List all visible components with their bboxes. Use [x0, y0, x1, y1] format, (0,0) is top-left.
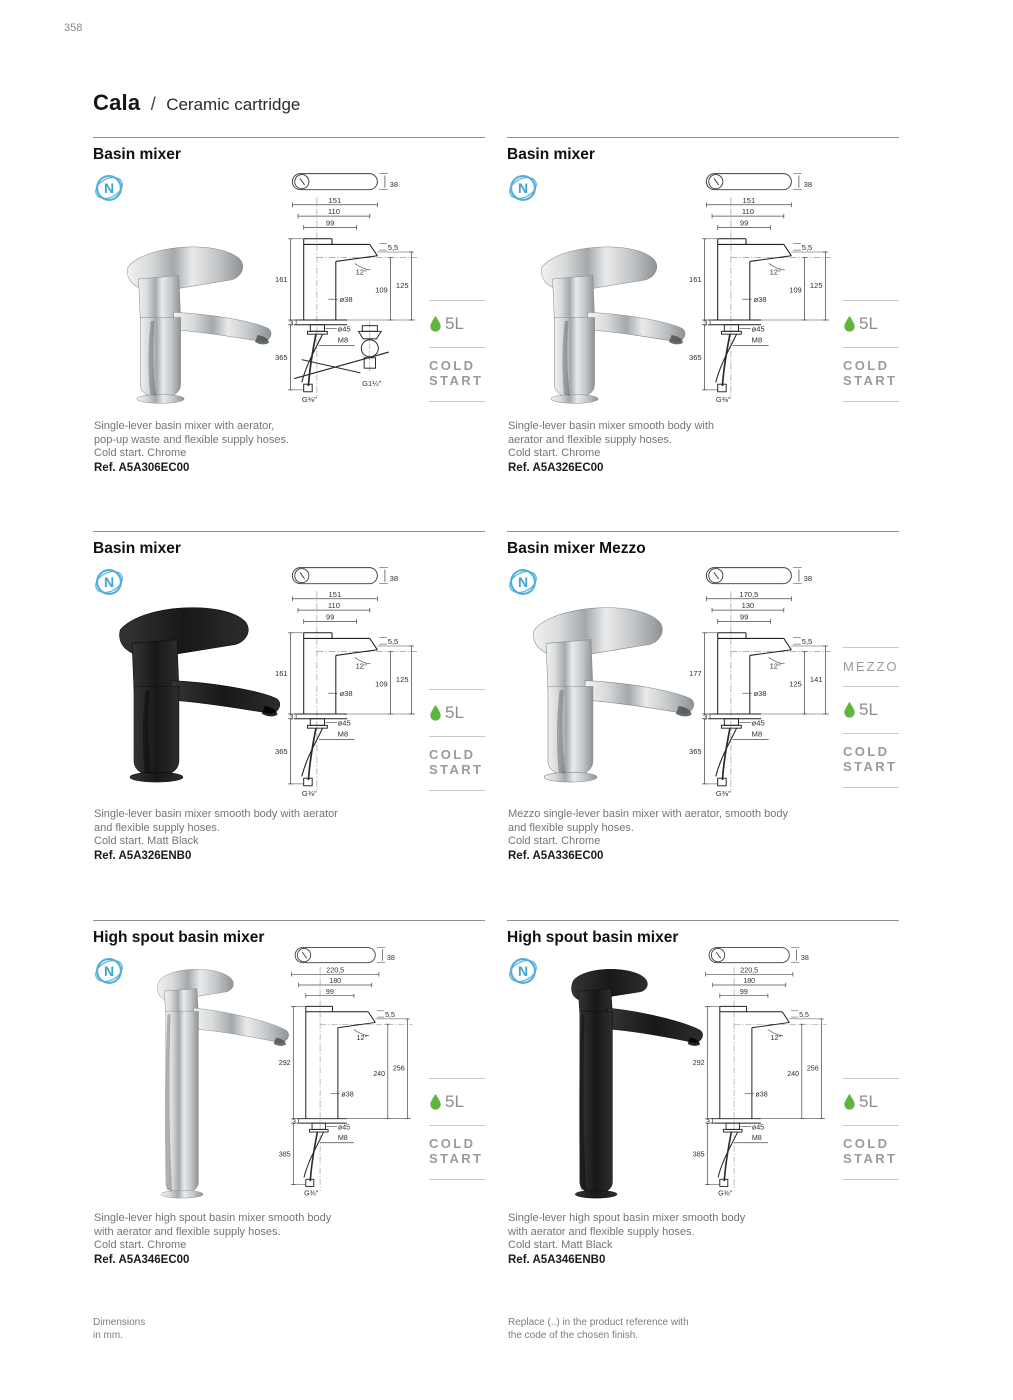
dim-label: G1¼″ [362, 379, 382, 389]
product-cell [93, 531, 485, 920]
technical-drawing-svg [659, 944, 851, 1198]
footer-finish-note: Replace (..) in the product reference with the code of the chosen finish. [508, 1317, 689, 1341]
divider [843, 733, 899, 734]
dim-label: 125 [809, 280, 823, 290]
dim-label: 12° [769, 267, 782, 277]
technical-drawing-svg [245, 167, 437, 405]
description-line: Cold start. Matt Black [508, 1239, 613, 1251]
technical-drawing [659, 944, 851, 1198]
new-badge-letter: N [517, 963, 529, 979]
flow-label: 5L [445, 314, 464, 333]
product-cell [507, 920, 899, 1318]
dim-label: M8 [751, 1134, 762, 1143]
product-cell [507, 137, 899, 531]
description-line: Mezzo single-lever basin mixer with aerator, smooth body [508, 808, 789, 820]
dim-label: 38 [800, 954, 809, 963]
dim-label: 240 [373, 1069, 386, 1078]
description-line: Single-lever high spout basin mixer smooth body [508, 1212, 746, 1224]
dim-label: ø45 [337, 1123, 351, 1132]
product-description [508, 1212, 745, 1267]
flow-label: 5L [859, 314, 878, 333]
dim-label: 5,5 [799, 1011, 810, 1020]
water-droplet-icon [429, 705, 442, 721]
dim-label: ø38 [339, 689, 353, 699]
series-subtitle: Ceramic cartridge [166, 95, 301, 114]
dim-label: 256 [806, 1064, 819, 1073]
dim-label: 12° [355, 661, 368, 671]
dim-label: 5,5 [387, 243, 399, 253]
product-description [94, 808, 338, 863]
page-footer [93, 1316, 899, 1342]
dim-label: 5,5 [801, 243, 813, 253]
technical-drawing-svg [659, 561, 851, 799]
technical-drawing [245, 944, 437, 1198]
dim-label: M8 [337, 729, 349, 739]
dim-label: 99 [325, 987, 334, 996]
description-line: Cold start. Chrome [94, 447, 187, 459]
dim-label: 99 [739, 612, 749, 622]
product-reference: Ref. A5A346ENB0 [508, 1253, 606, 1266]
dim-label: G⅜″ [715, 395, 731, 405]
description-line: Cold start. Matt Black [94, 835, 199, 847]
dim-label: 99 [739, 987, 748, 996]
divider [429, 347, 485, 348]
divider [843, 1078, 899, 1079]
dim-label: 180 [743, 977, 756, 986]
technical-drawing-svg [245, 561, 437, 799]
description-line: Cold start. Chrome [508, 835, 601, 847]
dim-label: 125 [395, 674, 409, 684]
description-line: Cold start. Chrome [94, 1239, 187, 1251]
info-column [429, 300, 485, 402]
dim-label: 99 [325, 218, 335, 228]
description-line: Single-lever basin mixer with aerator, [94, 420, 275, 432]
product-description [508, 808, 788, 863]
series-name: Cala [93, 90, 141, 115]
divider [429, 790, 485, 791]
product-title: Basin mixer [93, 146, 181, 163]
description-line: with aerator and flexible supply hoses. [508, 1225, 695, 1238]
dim-label: 109 [375, 679, 388, 689]
dim-label: 12° [770, 1034, 782, 1043]
flow-label: 5L [445, 1092, 464, 1111]
dim-label: 151 [328, 195, 342, 205]
dim-label: 12° [356, 1034, 368, 1043]
divider [429, 401, 485, 402]
water-droplet-icon [429, 1094, 442, 1110]
divider [843, 401, 899, 402]
flow-label: 5L [445, 703, 464, 722]
cold-start-label: COLD START [843, 744, 898, 775]
water-droplet-icon [843, 316, 856, 332]
divider [429, 736, 485, 737]
dim-label: 38 [386, 954, 395, 963]
product-reference: Ref. A5A336EC00 [508, 849, 604, 862]
flow-rate [843, 314, 878, 334]
dim-label: G⅜″ [718, 1189, 733, 1198]
cell-top-rule [507, 920, 899, 921]
dim-label: 125 [395, 280, 409, 290]
dim-label: M8 [337, 1134, 348, 1143]
dim-label: 109 [375, 285, 388, 295]
dim-label: 38 [803, 179, 813, 189]
dim-label: 365 [689, 747, 702, 757]
dim-label: ø45 [751, 1123, 765, 1132]
water-droplet-icon [843, 702, 856, 718]
dim-label: 12° [769, 661, 782, 671]
product-cell [93, 920, 485, 1318]
dim-label: 220,5 [326, 966, 345, 975]
product-title: High spout basin mixer [93, 929, 265, 946]
cold-start-label: COLD START [429, 747, 484, 778]
dim-label: ø45 [751, 324, 765, 334]
flow-rate [429, 1092, 464, 1112]
dim-label: 3 [292, 1118, 296, 1127]
dim-label: 256 [392, 1064, 405, 1073]
product-reference: Ref. A5A326EC00 [508, 461, 604, 474]
dim-label: 12° [355, 267, 368, 277]
dim-label: 365 [689, 353, 702, 363]
cold-start-label: COLD START [843, 358, 898, 389]
mezzo-label: MEZZO [843, 659, 899, 674]
dim-label: 38 [389, 573, 399, 583]
divider [843, 1125, 899, 1126]
dim-label: 110 [741, 207, 754, 217]
dim-label: 110 [327, 601, 340, 611]
dim-label: 110 [327, 207, 340, 217]
dim-label: ø45 [337, 718, 351, 728]
dim-label: M8 [337, 335, 349, 345]
dim-label: 3 [289, 712, 294, 722]
product-reference: Ref. A5A306EC00 [94, 461, 190, 474]
dim-label: 151 [742, 195, 756, 205]
new-badge-letter: N [103, 574, 115, 590]
info-column [429, 1078, 485, 1180]
technical-drawing [659, 167, 851, 405]
technical-drawing-svg [659, 167, 851, 405]
dim-label: 3 [289, 318, 294, 328]
dim-label: G⅜″ [301, 789, 317, 799]
product-description [94, 420, 289, 475]
flow-rate [429, 703, 464, 723]
new-badge-letter: N [103, 180, 115, 196]
dim-label: G⅜″ [304, 1189, 319, 1198]
product-reference: Ref. A5A346EC00 [94, 1253, 190, 1266]
title-separator: / [150, 94, 156, 114]
description-line: Cold start. Chrome [508, 447, 601, 459]
dim-label: 385 [692, 1150, 705, 1159]
dim-label: M8 [751, 335, 763, 345]
dim-label: 125 [789, 679, 802, 689]
footer-dimensions-note: Dimensions in mm. [93, 1317, 146, 1341]
dim-label: G⅜″ [301, 395, 317, 405]
page-title [93, 90, 300, 116]
dim-label: 5,5 [801, 637, 813, 647]
cold-start-label: COLD START [843, 1136, 898, 1167]
technical-drawing-svg [245, 944, 437, 1198]
dim-label: ø38 [753, 689, 767, 699]
divider [429, 1125, 485, 1126]
divider [429, 1179, 485, 1180]
product-title: Basin mixer [93, 540, 181, 557]
info-column [843, 647, 899, 788]
dim-label: 38 [389, 179, 399, 189]
product-title: Basin mixer [507, 146, 595, 163]
dim-label: 99 [325, 612, 335, 622]
dim-label: ø45 [337, 324, 351, 334]
dim-label: 3 [706, 1118, 710, 1127]
dim-label: M8 [751, 729, 763, 739]
product-cell [507, 531, 899, 920]
dim-label: 170,5 [739, 589, 759, 599]
dim-label: 141 [809, 674, 823, 684]
flow-rate [843, 1092, 878, 1112]
dim-label: 130 [741, 601, 755, 611]
product-cell [93, 137, 485, 531]
product-reference: Ref. A5A326ENB0 [94, 849, 192, 862]
description-line: and flexible supply hoses. [508, 821, 634, 834]
description-line: Single-lever basin mixer smooth body with [508, 420, 715, 432]
dim-label: ø38 [339, 295, 353, 305]
dim-label: 5,5 [387, 637, 399, 647]
new-badge [94, 173, 124, 203]
dim-label: 292 [692, 1059, 705, 1068]
technical-drawing [659, 561, 851, 799]
dim-label: 161 [275, 669, 288, 679]
dim-label: 177 [689, 669, 702, 679]
description-line: pop-up waste and flexible supply hoses. [94, 433, 290, 446]
new-badge-letter: N [517, 180, 529, 196]
new-badge-letter: N [517, 574, 529, 590]
divider [843, 347, 899, 348]
dim-label: 38 [803, 573, 813, 583]
cell-top-rule [507, 137, 899, 138]
divider [843, 686, 899, 687]
technical-drawing [245, 561, 437, 799]
dim-label: 99 [739, 218, 749, 228]
cold-start-label: COLD START [429, 1136, 484, 1167]
divider [429, 300, 485, 301]
dim-label: G⅜″ [715, 789, 731, 799]
info-column [843, 1078, 899, 1180]
product-title: High spout basin mixer [507, 929, 679, 946]
cell-top-rule [507, 531, 899, 532]
dim-label: 180 [329, 977, 342, 986]
new-badge-letter: N [103, 963, 115, 979]
dim-label: ø38 [755, 1090, 768, 1099]
description-line: and flexible supply hoses. [94, 821, 220, 834]
product-description [508, 420, 714, 475]
cell-top-rule [93, 920, 485, 921]
description-line: Single-lever basin mixer smooth body with aerator [94, 808, 338, 820]
divider [843, 1179, 899, 1180]
divider [843, 647, 899, 648]
dim-label: 3 [703, 712, 708, 722]
dim-label: 5,5 [385, 1011, 396, 1020]
product-grid [93, 137, 899, 1318]
water-droplet-icon [429, 316, 442, 332]
new-badge [508, 173, 538, 203]
product-description [94, 1212, 331, 1267]
description-line: with aerator and flexible supply hoses. [94, 1225, 281, 1238]
dim-label: 109 [789, 285, 802, 295]
dim-label: ø45 [751, 718, 765, 728]
flow-rate [843, 700, 878, 720]
description-line: aerator and flexible supply hoses. [508, 433, 672, 446]
divider [429, 689, 485, 690]
dim-label: 220,5 [740, 966, 759, 975]
water-droplet-icon [843, 1094, 856, 1110]
cell-top-rule [93, 531, 485, 532]
cold-start-label: COLD START [429, 358, 484, 389]
dim-label: 3 [703, 318, 708, 328]
dim-label: 240 [787, 1069, 800, 1078]
dim-label: 292 [278, 1059, 291, 1068]
dim-label: ø38 [341, 1090, 354, 1099]
dim-label: 151 [328, 589, 342, 599]
cell-top-rule [93, 137, 485, 138]
divider [843, 787, 899, 788]
divider [429, 1078, 485, 1079]
dim-label: 365 [275, 747, 288, 757]
info-column [429, 689, 485, 791]
divider [843, 300, 899, 301]
product-title: Basin mixer Mezzo [507, 540, 646, 557]
dim-label: 161 [275, 275, 288, 285]
page-number: 358 [64, 22, 83, 34]
info-column [843, 300, 899, 402]
flow-rate [429, 314, 464, 334]
dim-label: ø38 [753, 295, 767, 305]
technical-drawing [245, 167, 437, 405]
dim-label: 365 [275, 353, 288, 363]
flow-label: 5L [859, 1092, 878, 1111]
dim-label: 161 [689, 275, 702, 285]
dim-label: 385 [278, 1150, 291, 1159]
flow-label: 5L [859, 700, 878, 719]
description-line: Single-lever high spout basin mixer smooth body [94, 1212, 332, 1224]
